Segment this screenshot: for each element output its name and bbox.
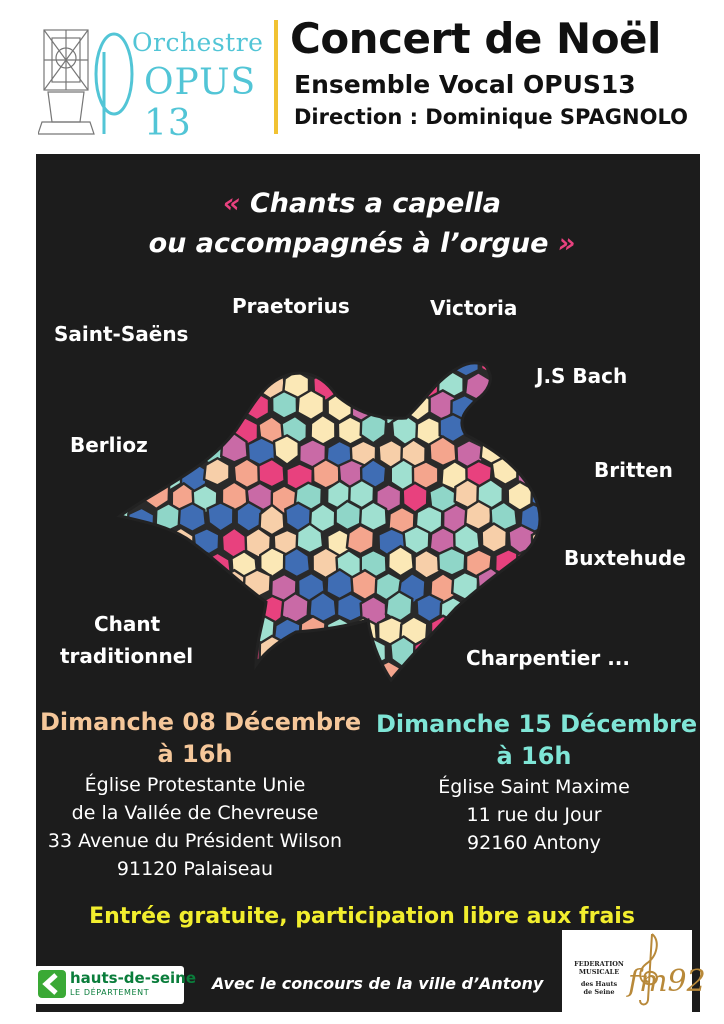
dove-glass-cell (531, 351, 556, 380)
dove-glass-cell (116, 570, 140, 599)
dove-glass-cell (205, 641, 231, 668)
dove-glass-cell (531, 439, 556, 467)
dove-glass-cell (503, 574, 530, 602)
federation-logo (562, 930, 706, 1012)
entree-gratuite: Entrée gratuite, participation libre aux frais (89, 904, 635, 929)
dove-glass-cell (444, 340, 468, 357)
dove-glass-cell (349, 663, 375, 690)
dove-glass-cell (480, 347, 507, 376)
dove-glass-cell (521, 593, 546, 622)
federation-line-1: FEDERATION (574, 960, 624, 968)
dove-glass-cell (207, 597, 233, 625)
dove-glass-cell (116, 415, 129, 444)
concert-2-date: Dimanche 15 Décembre (376, 710, 698, 738)
dove-glass-cell (222, 619, 247, 646)
dove-glass-cell (168, 345, 195, 375)
dove-glass-cell (466, 340, 491, 353)
dove-glass-cell (334, 340, 359, 353)
dove-glass-cell (156, 638, 182, 668)
dove-glass-cell (339, 637, 365, 666)
dove-glass-cell (156, 549, 181, 578)
dove-glass-cell (544, 505, 556, 535)
dove-glass-cell (404, 349, 430, 377)
dove-glass-cell (298, 347, 322, 376)
close-guillemet: » (557, 228, 576, 259)
dove-glass-cell (197, 569, 222, 599)
dove-glass-cell (116, 340, 129, 354)
concert-1-time: à 16h (157, 740, 233, 768)
dove-glass-cell (129, 340, 155, 354)
dove-glass-cell (235, 340, 260, 355)
dove-glass-cell (192, 662, 219, 690)
dove-glass-cell (509, 348, 533, 378)
quote-text-2: ou accompagnés à l’orgue (148, 228, 549, 259)
dove-glass-cell (465, 638, 491, 667)
federation-mark: fm92 (628, 964, 706, 999)
dove-glass-cell (156, 372, 181, 401)
dove-glass-cell (507, 659, 533, 688)
dove-glass-cell (544, 340, 556, 352)
dove-glass-cell (532, 391, 556, 422)
dove-glass-cell (481, 618, 506, 648)
dove-glass-cell (531, 570, 556, 599)
dove-glass-cell (286, 340, 312, 354)
concert-1-address-2: de la Vallée de Chevreuse (71, 802, 319, 824)
dove-glass-cell (532, 665, 557, 690)
dove-glass-cell (517, 549, 544, 577)
dove-glass-cell (232, 595, 259, 624)
dove-glass-cell (145, 616, 171, 646)
composer-victoria: Victoria (430, 296, 518, 320)
sponsor-sub: LE DÉPARTEMENT (70, 988, 150, 997)
concert-2-address-2: 11 rue du Jour (466, 804, 602, 826)
dove-glass-cell (415, 550, 440, 579)
dove-glass-cell (314, 636, 339, 665)
dove-glass-cell (182, 417, 209, 447)
federation-line-2: MUSICALE (578, 968, 620, 976)
sponsor-name: hauts-de-seine (70, 969, 197, 987)
dove-glass-cell (131, 415, 158, 445)
dove-glass-cell (455, 662, 481, 690)
dove-glass-cell (494, 417, 520, 445)
concert-1-address-4: 91120 Palaiseau (116, 858, 274, 880)
page-title: Concert de Noël (290, 14, 661, 63)
dove-glass-cell (116, 548, 127, 575)
composer-chant-2: traditionnel (60, 644, 194, 668)
composer-praetorius: Praetorius (232, 294, 350, 318)
dove-glass-cell (545, 371, 556, 402)
dove-glass-cell (141, 526, 167, 555)
dove-glass-cell (532, 528, 556, 558)
dove-glass-cell (360, 371, 386, 402)
dove-glass-cell (478, 662, 504, 690)
dove-glass-cell (338, 417, 363, 445)
dove-glass-cell (182, 594, 208, 624)
dove-glass-cell (298, 390, 324, 420)
dove-glass-cell (378, 352, 404, 381)
director-line: Direction : Dominique SPAGNOLO (294, 105, 688, 129)
dove-glass-cell (327, 658, 352, 687)
concours-text: Avec le concours de la ville d’Antony (212, 974, 544, 993)
dove-glass-cell (347, 348, 372, 377)
dove-glass-cell (116, 637, 127, 665)
dove-glass-cell (482, 524, 507, 553)
dove-glass-cell (287, 641, 313, 669)
federation-line-4: de Seine (583, 988, 615, 996)
concert-2-address-1: Église Saint Maxime (438, 776, 630, 798)
header-divider (274, 20, 278, 134)
concert-1-date: Dimanche 08 Décembre (40, 708, 362, 736)
dove-glass-cell (548, 414, 556, 443)
dove-glass-cell (274, 347, 300, 375)
dove-glass-cell (336, 501, 361, 530)
concert-2-time: à 16h (496, 742, 572, 770)
dove-glass-cell (555, 568, 556, 598)
dove-glass-cell (417, 340, 441, 358)
dove-glass-cell (245, 345, 271, 374)
dove-glass-cell (296, 660, 322, 689)
quote-text-1: Chants a capella (249, 188, 502, 219)
dove-glass-cell (155, 340, 181, 353)
dove-glass-cell (359, 340, 386, 354)
dove-glass-cell (116, 371, 126, 398)
dove-glass-cell (141, 394, 166, 423)
dove-glass-cell (547, 548, 557, 579)
dove-glass-cell (438, 548, 465, 576)
logo-orchestre-text: Orchestre (132, 28, 264, 57)
hauts-de-seine-arrow-icon (38, 970, 66, 998)
dove-glass-cell (184, 371, 209, 400)
dove-glass-cell (204, 370, 230, 398)
dove-glass-cell (171, 572, 197, 602)
dove-glass-cell (116, 439, 140, 467)
dove-glass-cell (520, 340, 546, 355)
dove-glass-cell (466, 596, 492, 626)
dove-glass-cell (116, 592, 129, 621)
ensemble-name: Ensemble Vocal OPUS13 (294, 70, 636, 99)
hauts-de-seine-logo (34, 966, 197, 1004)
composer-charpentier: Charpentier ... (466, 646, 630, 670)
dove-glass-cell (165, 661, 192, 691)
dove-glass-cell (194, 528, 220, 555)
dove-glass-cell (180, 340, 205, 355)
dove-glass-cell (116, 664, 140, 690)
dove-glass-cell (327, 618, 352, 647)
quote-line-2 (0, 228, 724, 259)
dove-glass-cell (141, 347, 168, 378)
dove-glass-cell (130, 372, 157, 402)
dove-glass-cell (442, 638, 468, 667)
dove-glass-cell (543, 458, 556, 488)
composer-buxtehude: Buxtehude (564, 546, 686, 570)
federation-line-3: des Hauts (580, 980, 618, 988)
dove-glass-cell (390, 340, 415, 353)
dove-glass-cell (127, 458, 152, 487)
dove-glass-cell (132, 592, 158, 622)
dove-glass-cell (452, 572, 478, 599)
dove-glass-cell (505, 615, 531, 646)
dove-glass-cell (493, 640, 519, 668)
dove-glass-cell (496, 370, 520, 399)
dove-glass-cell (387, 369, 413, 399)
dove-glass-cell (519, 637, 544, 666)
dove-glass-cell (309, 340, 336, 357)
dove-glass-cell (116, 460, 125, 488)
dove-glass-cell (542, 641, 556, 668)
dove-glass-cell (168, 439, 194, 468)
composer-saint-saens: Saint-Saëns (54, 322, 189, 346)
dove-glass-cell (208, 340, 234, 354)
dove-glass-cell (195, 392, 222, 422)
dove-glass-cell (414, 638, 439, 666)
dove-glass-cell (337, 367, 362, 397)
dove-glass-cell (116, 616, 140, 644)
quote-line-1 (0, 188, 724, 219)
dove-glass-cell (168, 616, 194, 645)
dove-glass-cell (518, 372, 543, 399)
composer-britten: Britten (594, 458, 673, 482)
dove-glass-cell (116, 527, 140, 556)
dove-glass-cell (247, 660, 273, 689)
dove-glass-cell (532, 616, 556, 644)
logo-opus-text: OPUS 13 (144, 62, 257, 144)
orchestre-logo (38, 22, 278, 144)
stained-glass-dove-icon (116, 340, 556, 690)
open-guillemet: « (222, 188, 241, 219)
opus13-logo-icon (38, 22, 134, 140)
dove-glass-cell (456, 617, 482, 645)
concert-2-address-3: 92160 Antony (467, 832, 601, 854)
dove-glass-cell (271, 663, 297, 690)
dove-glass-cell (504, 391, 529, 419)
dove-glass-cell (547, 591, 556, 620)
composer-bach: J.S Bach (536, 364, 628, 388)
dove-glass-cell (194, 349, 220, 378)
dove-glass-cell (156, 415, 182, 443)
dove-glass-cell (143, 662, 170, 691)
dove-glass-cell (244, 570, 271, 598)
composer-berlioz: Berlioz (70, 433, 148, 457)
dove-glass-cell (521, 416, 547, 445)
dove-glass-cell (179, 503, 206, 532)
dove-glass-cell (494, 595, 520, 623)
dove-glass-cell (127, 636, 154, 665)
dove-glass-cell (327, 346, 353, 374)
dove-glass-cell (222, 345, 247, 375)
header (0, 0, 724, 152)
concert-1-address-3: 33 Avenue du Président Wilson (47, 830, 343, 852)
concert-1-address-1: Église Protestante Unie (84, 774, 306, 796)
dove-glass-cell (491, 340, 517, 353)
dove-glass-cell (130, 551, 156, 578)
dove-glass-cell (145, 439, 172, 469)
dove-glass-cell (222, 659, 249, 688)
composer-chant-1: Chant (94, 612, 161, 636)
dove-glass-cell (430, 662, 455, 690)
dove-glass-cell (272, 391, 297, 418)
dove-glass-cell (259, 340, 284, 352)
dove-glass-cell (232, 368, 257, 396)
dove-glass-cell (116, 390, 140, 421)
dove-glass-cell (556, 391, 557, 421)
dove-glass-cell (182, 639, 207, 669)
dove-glass-cell (170, 389, 196, 418)
dove-glass-cell (116, 350, 140, 379)
dove-glass-cell (191, 619, 218, 647)
dove-glass-cell (155, 592, 181, 621)
dove-glass-cell (140, 571, 166, 600)
